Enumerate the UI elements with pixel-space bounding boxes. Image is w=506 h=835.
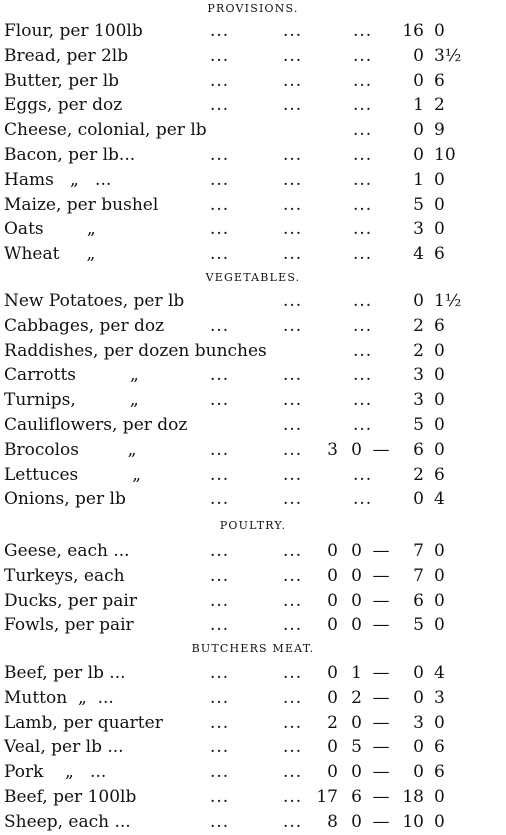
leader-dots: ... [283,615,303,636]
leader-dots: ... [353,315,373,336]
price-row [0,290,506,314]
low-price-pounds: 0 [327,737,338,758]
item-name: Brocolos „ [4,439,137,460]
price-shillings: 0 [434,615,445,636]
price-shillings: 6 [434,70,445,91]
leader-dots: ... [210,811,230,832]
leader-dots: ... [353,489,373,510]
price-shillings: 6 [434,737,445,758]
leader-dots: ... [210,663,230,683]
price-pounds: 0 [413,737,424,758]
price-pounds: 4 [413,244,424,265]
item-name: Lamb, per quarter [4,712,163,733]
price-row [0,315,506,339]
leader-dots: ... [283,439,303,460]
price-row [0,662,506,686]
leader-dots: ... [283,687,303,708]
price-pounds: 5 [413,415,424,435]
price-pounds: 0 [413,145,424,165]
item-name: Lettuces „ [4,464,142,485]
range-dash: — [372,811,390,832]
item-name: Butter, per lb [4,70,120,91]
leader-dots: ... [210,687,230,708]
leader-dots: ... [210,45,230,66]
price-row [0,414,506,438]
low-price-shillings: 0 [351,590,362,611]
leader-dots: ... [353,145,373,165]
leader-dots: ... [210,737,230,758]
price-pounds: 2 [413,315,424,336]
leader-dots: ... [210,762,230,783]
range-dash: — [372,615,390,636]
leader-dots: ... [353,340,373,361]
low-price-shillings: 6 [351,787,362,807]
price-pounds: 0 [413,663,424,683]
price-shillings: 3 [434,687,445,708]
price-shillings: 0 [434,21,445,41]
price-shillings: 0 [434,541,445,561]
price-shillings: 2 [434,95,445,116]
low-price-pounds: 2 [327,712,338,733]
range-dash: — [372,663,390,683]
price-row [0,736,506,760]
leader-dots: ... [283,70,303,91]
range-dash: — [372,590,390,611]
price-row [0,20,506,44]
price-row [0,590,506,614]
leader-dots: ... [283,169,303,190]
low-price-shillings: 0 [351,615,362,636]
leader-dots: ... [283,95,303,116]
price-shillings: 0 [434,390,445,411]
leader-dots: ... [210,145,230,165]
low-price-pounds: 0 [327,663,338,683]
item-name: Bread, per 2lb [4,45,129,66]
leader-dots: ... [353,21,373,41]
price-shillings: 6 [434,244,445,265]
range-dash: — [372,565,390,586]
price-pounds: 1 [413,169,424,190]
price-shillings: 6 [434,464,445,485]
item-name: Hams „ ... [4,169,112,190]
leader-dots: ... [210,464,230,485]
price-shillings: 1½ [434,291,462,311]
item-name: Beef, per 100lb [4,787,137,807]
section-heading: PROVISIONS. [207,2,299,15]
item-name: Raddishes, per dozen bunches [4,340,267,361]
leader-dots: ... [210,169,230,190]
low-price-pounds: 3 [327,439,338,460]
price-shillings: 0 [434,590,445,611]
leader-dots: ... [283,415,303,435]
low-price-shillings: 2 [351,687,362,708]
leader-dots: ... [210,590,230,611]
range-dash: — [372,541,390,561]
price-pounds: 0 [413,762,424,783]
leader-dots: ... [283,712,303,733]
price-shillings: 6 [434,315,445,336]
leader-dots: ... [283,21,303,41]
leader-dots: ... [210,95,230,116]
low-price-shillings: 1 [351,663,362,683]
low-price-pounds: 0 [327,615,338,636]
price-shillings: 0 [434,365,445,386]
price-row [0,218,506,242]
leader-dots: ... [353,169,373,190]
price-pounds: 3 [413,219,424,240]
leader-dots: ... [353,464,373,485]
price-shillings: 0 [434,169,445,190]
price-row [0,94,506,118]
low-price-shillings: 0 [351,762,362,783]
low-price-shillings: 0 [351,541,362,561]
leader-dots: ... [283,365,303,386]
leader-dots: ... [210,541,230,561]
leader-dots: ... [283,811,303,832]
price-pounds: 0 [413,291,424,311]
low-price-pounds: 0 [327,762,338,783]
leader-dots: ... [283,590,303,611]
price-row [0,70,506,94]
price-row [0,243,506,267]
leader-dots: ... [283,787,303,807]
low-price-pounds: 17 [316,787,338,807]
leader-dots: ... [353,390,373,411]
leader-dots: ... [353,120,373,141]
price-pounds: 5 [413,194,424,215]
price-pounds: 0 [413,45,424,66]
low-price-pounds: 0 [327,590,338,611]
item-name: Turnips, „ [4,390,139,411]
leader-dots: ... [283,244,303,265]
price-shillings: 3½ [434,45,462,66]
leader-dots: ... [353,70,373,91]
price-pounds: 18 [402,787,424,807]
leader-dots: ... [210,489,230,510]
low-price-shillings: 5 [351,737,362,758]
price-shillings: 0 [434,787,445,807]
price-row [0,194,506,218]
price-shillings: 0 [434,340,445,361]
price-pounds: 2 [413,340,424,361]
leader-dots: ... [210,390,230,411]
price-pounds: 5 [413,615,424,636]
price-pounds: 7 [413,565,424,586]
price-pounds: 10 [402,811,424,832]
price-row [0,488,506,512]
leader-dots: ... [353,365,373,386]
low-price-shillings: 0 [351,811,362,832]
item-name: Turkeys, each [4,565,125,586]
low-price-shillings: 0 [351,565,362,586]
leader-dots: ... [353,244,373,265]
leader-dots: ... [283,315,303,336]
leader-dots: ... [283,541,303,561]
item-name: Onions, per lb [4,489,126,510]
price-row [0,761,506,785]
range-dash: — [372,712,390,733]
price-pounds: 0 [413,70,424,91]
range-dash: — [372,439,390,460]
leader-dots: ... [283,663,303,683]
leader-dots: ... [283,737,303,758]
item-name: Fowls, per pair [4,615,134,636]
item-name: Geese, each ... [4,541,130,561]
price-row [0,786,506,810]
leader-dots: ... [283,145,303,165]
price-shillings: 0 [434,219,445,240]
leader-dots: ... [210,194,230,215]
price-shillings: 0 [434,565,445,586]
leader-dots: ... [353,291,373,311]
item-name: Wheat „ [4,244,96,265]
range-dash: — [372,762,390,783]
leader-dots: ... [283,489,303,510]
price-pounds: 6 [413,439,424,460]
item-name: Eggs, per doz [4,95,123,116]
leader-dots: ... [210,712,230,733]
leader-dots: ... [283,45,303,66]
leader-dots: ... [353,45,373,66]
low-price-pounds: 0 [327,687,338,708]
price-row [0,565,506,589]
price-pounds: 1 [413,95,424,116]
leader-dots: ... [353,95,373,116]
price-pounds: 3 [413,712,424,733]
low-price-pounds: 8 [327,811,338,832]
item-name: Ducks, per pair [4,590,137,611]
price-shillings: 0 [434,439,445,460]
price-row [0,119,506,143]
item-name: Bacon, per lb... [4,145,136,165]
leader-dots: ... [283,390,303,411]
item-name: Carrotts „ [4,365,139,386]
price-shillings: 0 [434,811,445,832]
item-name: Cheese, colonial, per lb [4,120,207,141]
item-name: Maize, per bushel [4,194,159,215]
leader-dots: ... [210,365,230,386]
price-pounds: 0 [413,687,424,708]
price-row [0,45,506,69]
low-price-pounds: 0 [327,541,338,561]
price-shillings: 10 [434,145,456,165]
item-name: New Potatoes, per lb [4,291,185,311]
price-pounds: 3 [413,390,424,411]
leader-dots: ... [283,194,303,215]
range-dash: — [372,737,390,758]
price-shillings: 4 [434,489,445,510]
range-dash: — [372,787,390,807]
price-shillings: 9 [434,120,445,141]
item-name: Veal, per lb ... [4,737,124,758]
leader-dots: ... [210,21,230,41]
range-dash: — [372,687,390,708]
item-name: Cauliflowers, per doz [4,415,188,435]
leader-dots: ... [283,565,303,586]
leader-dots: ... [210,219,230,240]
leader-dots: ... [283,219,303,240]
price-row [0,540,506,564]
leader-dots: ... [210,565,230,586]
section-heading: POULTRY. [219,519,287,532]
item-name: Beef, per lb ... [4,663,126,683]
price-pounds: 0 [413,120,424,141]
leader-dots: ... [210,787,230,807]
price-pounds: 3 [413,365,424,386]
item-name: Pork „ ... [4,762,107,783]
price-row [0,712,506,736]
item-name: Oats „ [4,219,96,240]
leader-dots: ... [210,70,230,91]
leader-dots: ... [210,315,230,336]
leader-dots: ... [353,415,373,435]
price-row [0,169,506,193]
leader-dots: ... [283,291,303,311]
price-shillings: 4 [434,663,445,683]
price-shillings: 0 [434,194,445,215]
price-row [0,389,506,413]
leader-dots: ... [353,194,373,215]
low-price-pounds: 0 [327,565,338,586]
low-price-shillings: 0 [351,712,362,733]
price-row [0,364,506,388]
price-pounds: 2 [413,464,424,485]
item-name: Mutton „ ... [4,687,114,708]
price-pounds: 7 [413,541,424,561]
section-heading: BUTCHERS MEAT. [191,642,315,655]
price-row [0,687,506,711]
price-row [0,464,506,488]
price-pounds: 6 [413,590,424,611]
price-row [0,439,506,463]
price-shillings: 0 [434,415,445,435]
leader-dots: ... [210,439,230,460]
price-row [0,614,506,638]
leader-dots: ... [210,244,230,265]
price-shillings: 6 [434,762,445,783]
section-heading: VEGETABLES. [205,271,301,284]
item-name: Cabbages, per doz [4,315,165,336]
price-pounds: 16 [402,21,424,41]
leader-dots: ... [210,615,230,636]
low-price-shillings: 0 [351,439,362,460]
leader-dots: ... [353,219,373,240]
leader-dots: ... [283,762,303,783]
price-row [0,340,506,364]
item-name: Flour, per 100lb [4,21,143,41]
price-row [0,144,506,168]
price-pounds: 0 [413,489,424,510]
price-shillings: 0 [434,712,445,733]
leader-dots: ... [283,464,303,485]
price-row [0,811,506,835]
item-name: Sheep, each ... [4,811,131,832]
